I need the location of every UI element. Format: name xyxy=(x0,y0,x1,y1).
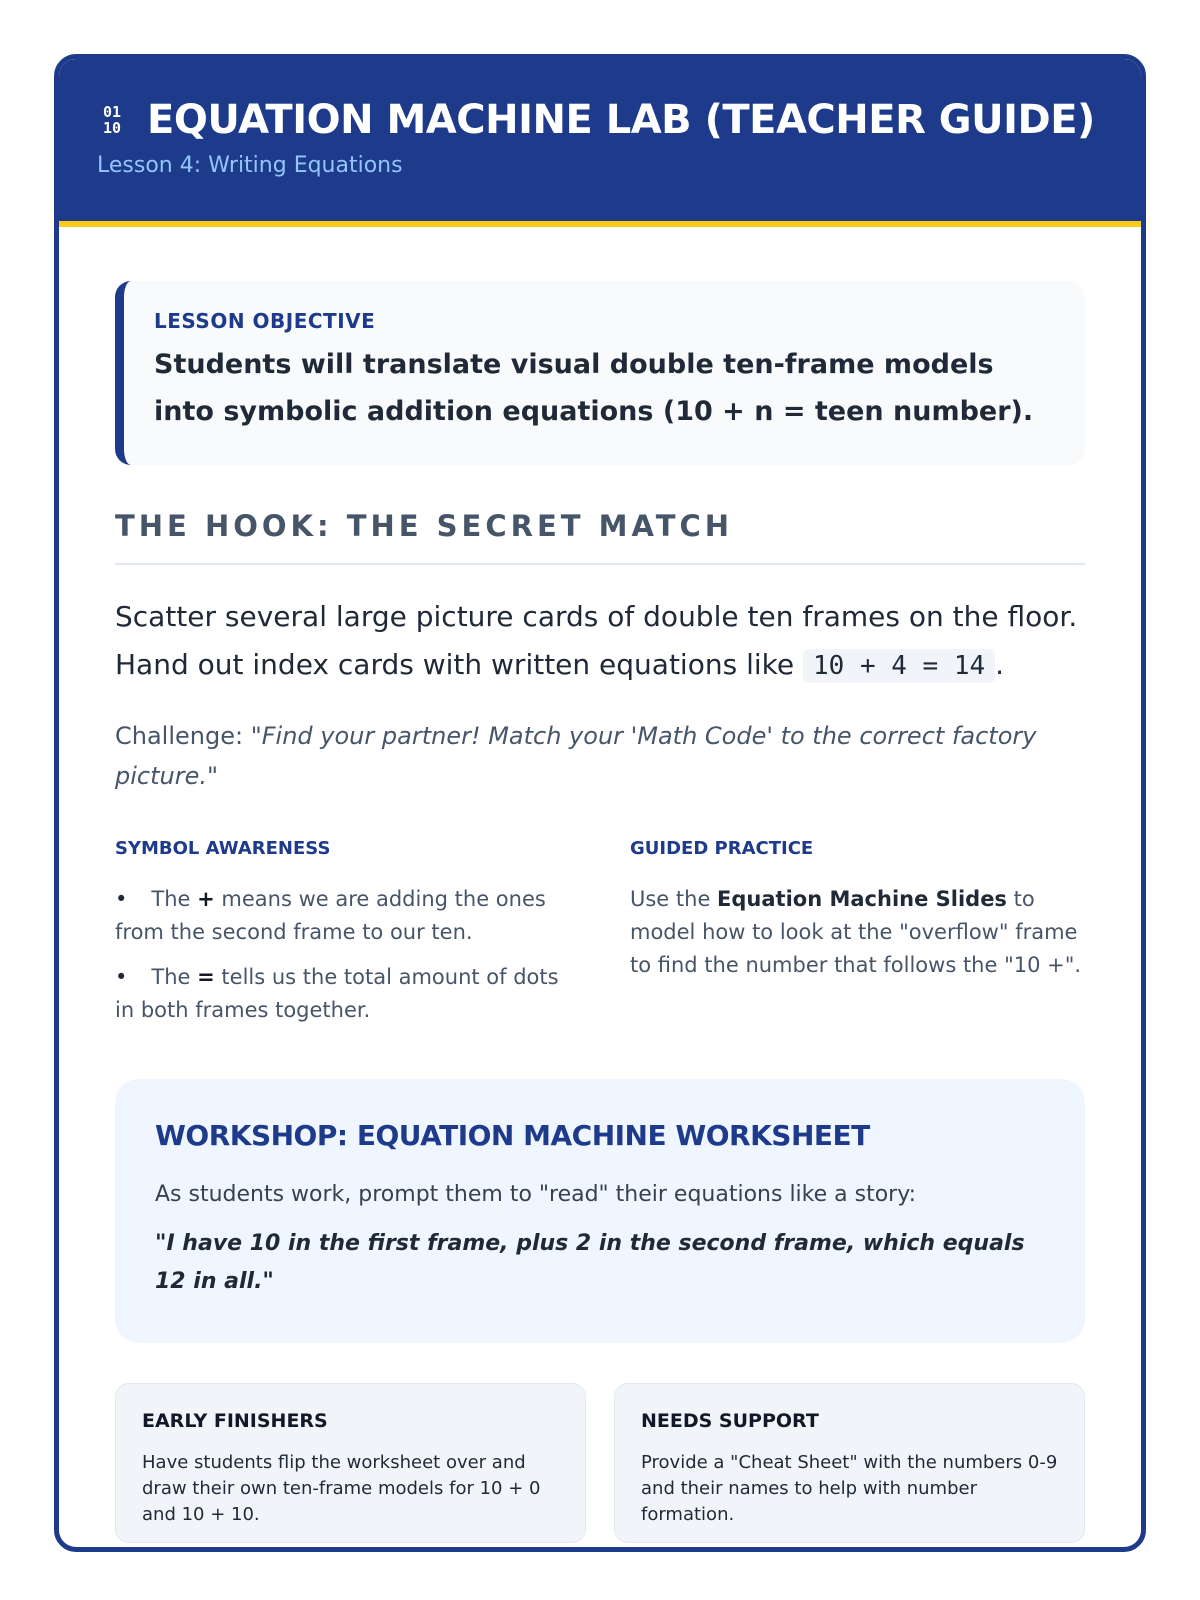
challenge-label: Challenge: xyxy=(115,722,251,750)
symbol-awareness-label: SYMBOL AWARENESS xyxy=(115,838,331,859)
workshop-box xyxy=(115,1079,1085,1343)
symbol-awareness-column xyxy=(115,838,570,1039)
workshop-text: As students work, prompt them to "read" their equations like a story: xyxy=(155,1182,917,1207)
challenge-text xyxy=(115,716,1085,796)
plus-symbol: + xyxy=(197,887,215,911)
bullet-prefix: The xyxy=(151,887,198,911)
binary-icon xyxy=(97,104,127,136)
guided-text-after: to model how to look at the "overflow" frame to find the number that follows the "10 +". xyxy=(630,887,1082,977)
differentiation-section xyxy=(115,1383,1085,1543)
bullet-icon: • xyxy=(115,965,128,989)
equation-code: 10 + 4 = 14 xyxy=(803,649,995,683)
hook-section-title: THE HOOK: THE SECRET MATCH xyxy=(115,509,1085,565)
bullet-icon: • xyxy=(115,887,128,911)
main-content xyxy=(59,281,1141,1543)
objective-label: LESSON OBJECTIVE xyxy=(154,309,376,333)
page-title: EQUATION MACHINE LAB (TEACHER GUIDE) xyxy=(147,97,1095,143)
workshop-title: WORKSHOP: EQUATION MACHINE WORKSHEET xyxy=(155,1119,870,1152)
hook-text-before: Scatter several large picture cards of double ten frames on the floor. Hand out index cards with written equations like xyxy=(115,600,1078,681)
guided-text-before: Use the xyxy=(630,887,718,911)
objective-text: Students will translate visual double ten-frame models into symbolic addition equations (10 + n = teen number). xyxy=(154,349,1034,427)
challenge-quote: "Find your partner! Match your 'Math Code' to the correct factory picture." xyxy=(115,722,1037,790)
bullet-suffix: means we are adding the ones from the second frame to our ten. xyxy=(115,887,546,944)
bullet-prefix: The xyxy=(151,965,198,989)
workshop-quote: "I have 10 in the first frame, plus 2 in the second frame, which equals 12 in all." xyxy=(155,1231,1025,1294)
two-column-section xyxy=(115,838,1085,1039)
hook-text xyxy=(115,593,1085,690)
early-finishers-text: Have students flip the worksheet over and draw their own ten-frame models for 10 + 0 and 10 + 10. xyxy=(142,1452,541,1525)
page-subtitle: Lesson 4: Writing Equations xyxy=(97,153,403,178)
header-banner xyxy=(59,59,1141,227)
lesson-objective-box xyxy=(115,281,1085,465)
slides-name: Equation Machine Slides xyxy=(717,887,1007,911)
binary-icon-bottom: 10 xyxy=(102,119,122,137)
needs-support-label: NEEDS SUPPORT xyxy=(641,1410,819,1432)
needs-support-text: Provide a "Cheat Sheet" with the numbers 0-9 and their names to help with number formation. xyxy=(641,1452,1058,1525)
list-item xyxy=(115,883,570,949)
bullet-suffix: tells us the total amount of dots in both frames together. xyxy=(115,965,559,1022)
needs-support-card xyxy=(614,1383,1085,1543)
equals-symbol: = xyxy=(197,965,215,989)
teacher-guide-card xyxy=(54,54,1146,1552)
guided-practice-label: GUIDED PRACTICE xyxy=(630,838,814,859)
list-item xyxy=(115,961,570,1027)
title-row xyxy=(97,97,1103,143)
guided-practice-text xyxy=(630,883,1085,982)
early-finishers-label: EARLY FINISHERS xyxy=(142,1410,328,1432)
hook-text-after: . xyxy=(995,648,1005,681)
guided-practice-column xyxy=(630,838,1085,1039)
binary-icon-top: 01 xyxy=(102,103,122,121)
early-finishers-card xyxy=(115,1383,586,1543)
